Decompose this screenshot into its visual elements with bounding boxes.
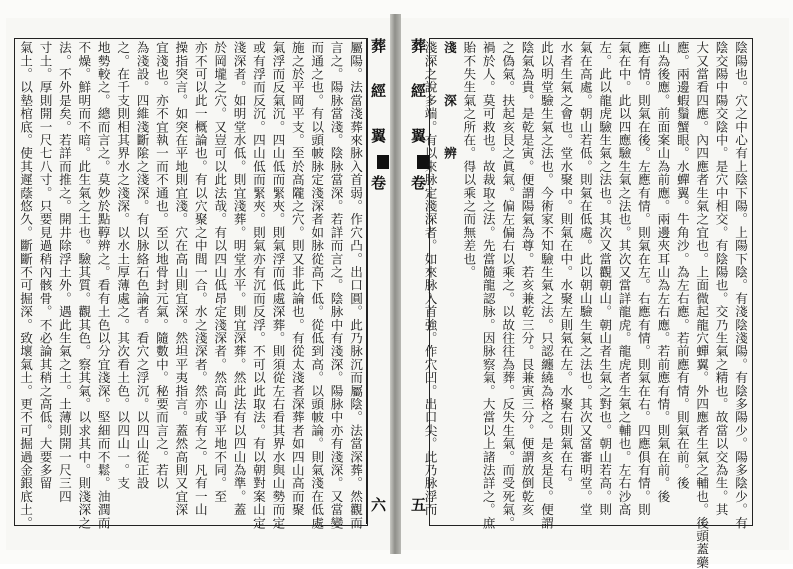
text-column: 為淺設。四維淺斷隂之淺深。有以脉絡石色論者。看穴之浮沉。以四山從正設	[134, 41, 150, 490]
fishtail-mark-icon	[377, 155, 389, 169]
text-column: 或有浮而反沉。四山低而緊夾。則氣亦有沉而反浮。不可以此取法。有以朝對案山定	[250, 41, 266, 530]
text-column: 陰氣為貴。是乾是寅。便謂陽氣為尊。若亥兼乾三分。艮兼寅三分。便謂放倒乾亥	[519, 41, 535, 517]
left-body-text	[17, 41, 365, 530]
left-page-number: 六	[369, 497, 387, 518]
right-margin-label: 卷	[409, 175, 427, 196]
left-page	[6, 18, 390, 550]
text-column: 氣在高處。朝山若低。則氣在低處。此以朝山驗生氣之法也。其次又當審明堂。堂	[577, 41, 593, 517]
right-text-frame	[422, 38, 753, 569]
text-column: 淺深者。如明堂水低。則宜淺葬。明堂水平。則宜深葬。然此法有以四山為準。蓋	[231, 41, 247, 517]
left-text-frame	[14, 38, 368, 530]
text-column: 言之。陽脉當淺。陰脉當深。若詳而言之。陰脉中有淺深。陽脉中亦有淺深。又當變	[328, 41, 344, 530]
right-body-text	[422, 41, 750, 569]
text-column: 大又當看四應。內四應者生氣之宜也。上面微起龍穴蟬翼。外四應者生氣之輔也。後頭蓋藥	[694, 41, 710, 569]
text-column: 禍於人。莫可救也。故裁取之法。先當隨龍認脉。因脉察氣。大當以上諸法詳之。庶	[480, 41, 496, 530]
text-column: 應有情。則氣在後。左應有情。則氣在左。右應有情。則氣在右。四應俱有情。則	[635, 41, 651, 517]
text-column: 氣土。以墊棺底。使其遲蔭悠久。斷斷不可掘深。致壞氣土。更不可掘過金銀底土。	[18, 41, 34, 530]
text-column: 亦不可以此一概論也。有以穴聚之中間一合。水之淺深者。然亦或有之。凡有一山	[192, 41, 208, 517]
text-column: 此以明堂驗生氣之法也。今術家不知驗生氣之法。只認纏繞為格之。是亥是艮。便謂	[538, 41, 554, 530]
right-margin-title: 葬 經 翼	[409, 38, 427, 149]
text-column: 不燥。鮮明而不暗。此生氣之土也。驗其質。觀其色。察其氣。以求其中。則淺深之	[76, 41, 92, 530]
text-column: 操指突言。如突在平地則宜淺。穴在高山則宜深。然坦平夷指言。蓋然高則又宜深	[173, 41, 189, 517]
text-column: 山為後應。前面案山為前應。兩邊夾耳山為左右應。若前應有情。則氣在前。後	[655, 41, 671, 503]
text-column: 之偽氣。扶起亥艮之眞氣。偏左偏右以乘之。以故往往為葬。反失生氣。而受死氣。	[500, 41, 516, 530]
text-column: 施之於平岡平支。至於高隴之穴。則又非此論也。有從太淺者深葬者如四山高而聚	[289, 41, 305, 517]
book-gutter	[390, 14, 401, 554]
text-column: 於岡壠之穴。又豈可以此法哉。有以四山低昂定淺深者。然高山爭平地不同。至	[212, 41, 228, 503]
section-heading: 淺 深 辨	[441, 41, 457, 160]
text-column: 應。兩邊蝦鬚蟹眼。水蟬翼。牛角沙。為左右應。若前應有情。則氣在前。後	[674, 41, 690, 490]
text-column: 屬陽。法當淺葬來脉入首弱。作穴凸。出口圓。此乃脉沉而屬陰。法當深葬。然觀而	[348, 41, 363, 530]
text-column: 淺深之說多端。有以來脉定淺深者。如來脉入首強。作穴凹。出口尖。此乃脉浮而	[422, 41, 438, 517]
text-column: 陰交陽中陽交陰中。是穴中相交。有陰陽也。交乃生氣之精也。故當以交為生。其	[713, 41, 729, 517]
right-page	[401, 18, 789, 569]
text-column: 氣浮而反氣沉。四山低而緊夾。則氣浮而低處深葬。則須從左右看其界水與山勢而定	[270, 41, 286, 530]
text-column: 左。此以龍虎驗生氣之法也。其次又當觀朝山。朝山者生氣之對也。朝山若高。則	[597, 41, 613, 517]
text-column: 陰陽也。穴之中心有上陰下陽。上陽下陰。有淺陰淺陽。有陰多陽少。陽多陰少。有	[733, 41, 748, 530]
text-column: 寸土。厚則開一尺七八寸。只要見過稍內骸骨。不必論其稍之高低。大要多留	[37, 41, 53, 490]
text-column: 而通之也。有以頭帔脉定淺深者如脉從高下低。從低到高。以頭帔論。則氣淺在低處	[309, 41, 325, 530]
text-column: 宜淺也。亦不宜執一而不通也。至以地骨封元氣。隨數中。秘要而言之。若以	[153, 41, 169, 490]
left-margin-label: 卷	[369, 175, 387, 196]
text-column: 之。在千支則相其界水之淺深。以水土厚薄處之。其次看土色。以四山一。支	[115, 41, 131, 490]
text-column: 法。不外是矣。若詳而推之。開井除浮土外。遇此生氣之土。土薄則開一尺三四	[56, 41, 72, 503]
text-column: 氣在中。此以四應驗生氣之法也。其次又當詳龍虎。龍虎者生氣之輔也。左右沙高	[616, 41, 632, 517]
left-margin-column	[366, 38, 389, 524]
right-page-number: 五	[409, 497, 427, 518]
text-column: 水者生氣之會也。堂水聚中。則氣在中。水聚左則氣在左。水聚右則氣在右。	[558, 41, 574, 490]
text-column: 地勢較之。總而言之。莫妙於點鞟辨之。看有土色以分宜淺深。堅細而不鬆。油潤而	[95, 41, 111, 530]
left-margin-title: 葬 經 翼	[369, 38, 387, 149]
text-column: 貽不失生氣之所在。得以乘之而無差也。	[461, 41, 477, 279]
